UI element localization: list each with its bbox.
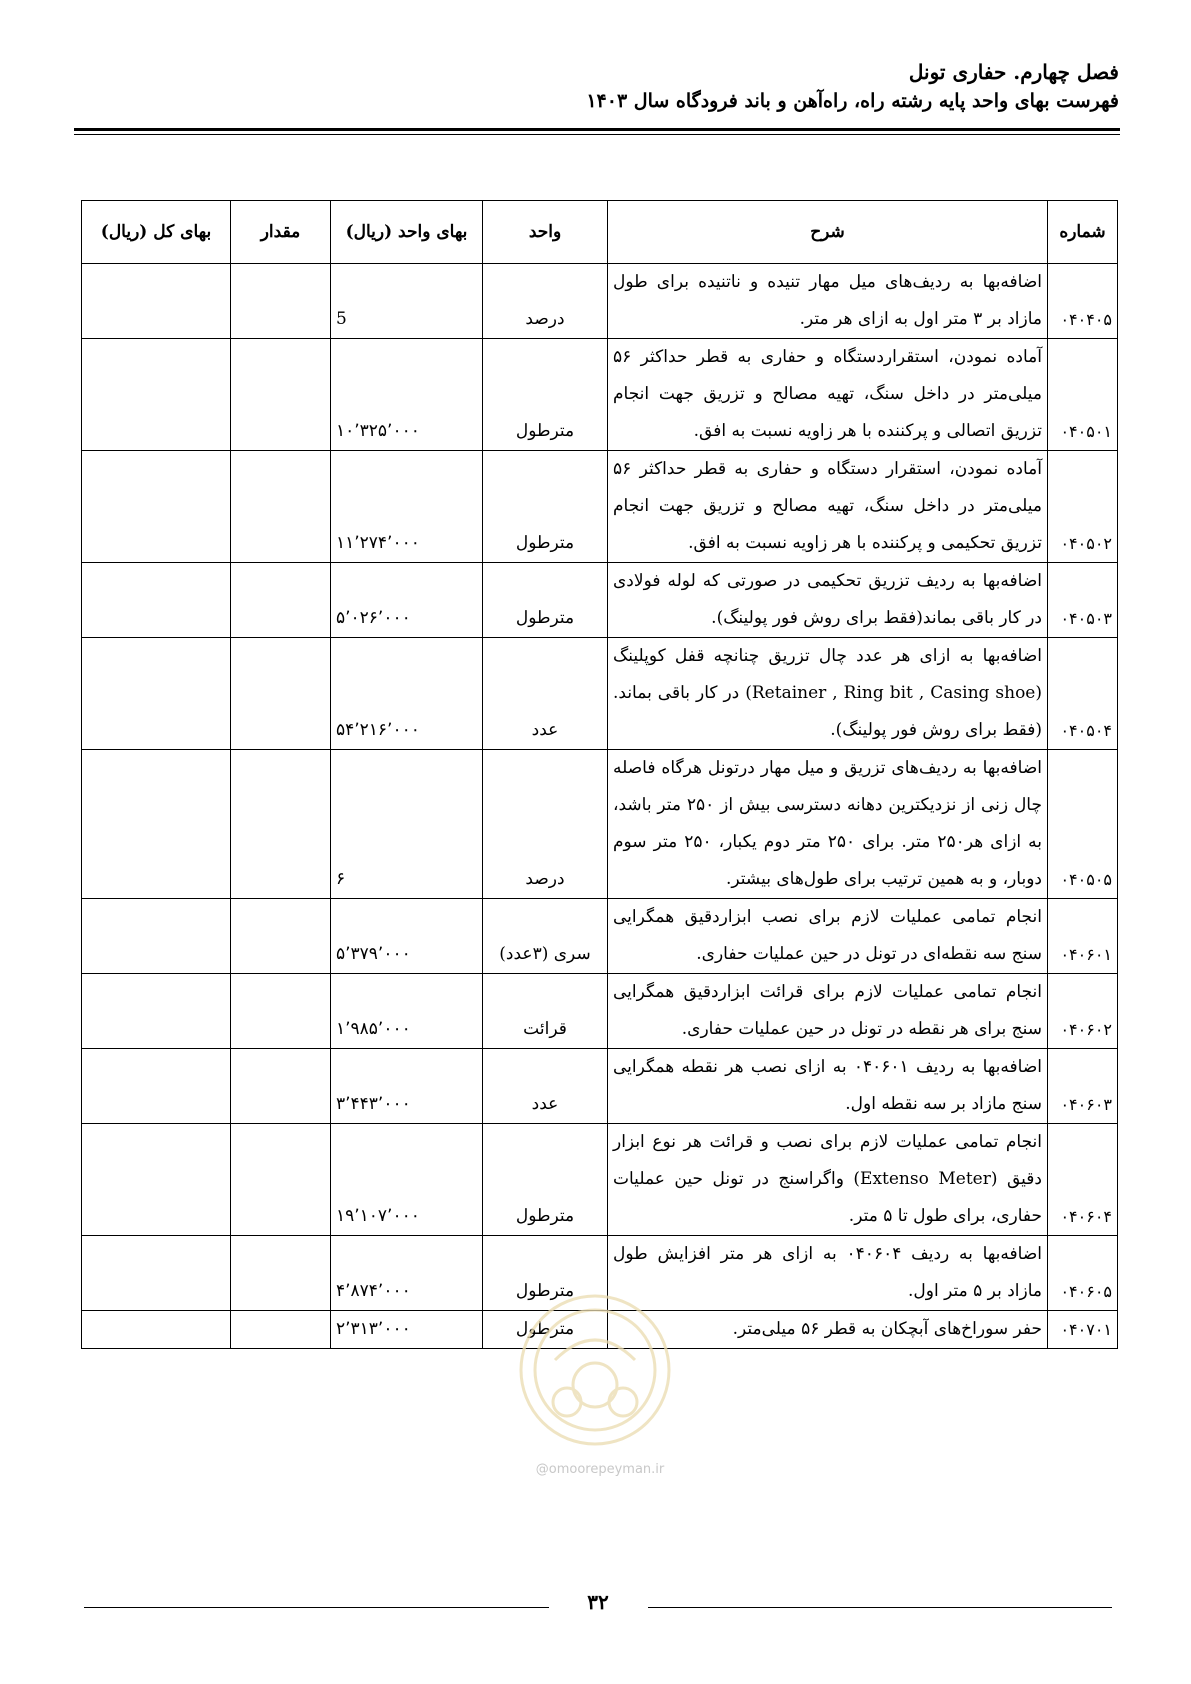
item-unit-price: ۵۴٬۲۱۶٬۰۰۰ <box>331 638 483 750</box>
item-unit: مترطول <box>483 451 608 563</box>
table-row <box>82 451 1118 563</box>
table-row <box>82 1049 1118 1124</box>
item-unit-price: ۳٬۴۴۳٬۰۰۰ <box>331 1049 483 1124</box>
item-quantity <box>231 1311 331 1349</box>
item-quantity <box>231 750 331 899</box>
document-subtitle: فهرست بهای واحد پایه رشته راه، راه‌آهن و باند فرودگاه سال ۱۴۰۳ <box>586 90 1119 112</box>
item-quantity <box>231 563 331 638</box>
item-number: ۰۴۰۵۰۵ <box>1048 750 1118 899</box>
item-number: ۰۴۰۶۰۱ <box>1048 899 1118 974</box>
item-unit: درصد <box>483 264 608 339</box>
item-unit: عدد <box>483 1049 608 1124</box>
item-number: ۰۴۰۵۰۳ <box>1048 563 1118 638</box>
table-body <box>82 264 1118 1349</box>
item-total-price <box>82 899 231 974</box>
item-unit-price: ۶ <box>331 750 483 899</box>
page-number: ۳۲ <box>587 1590 609 1614</box>
item-quantity <box>231 638 331 750</box>
item-unit: مترطول <box>483 1236 608 1311</box>
item-description: آماده نمودن، استقراردستگاه و حفاری به قطر حداکثر ۵۶ میلی‌متر در داخل سنگ، تهیه مصالح و تزریق جهت انجام تزریق اتصالی و پرکننده با هر زاویه نسبت به افق. <box>608 339 1048 451</box>
item-description: اضافه‌بها به ردیف‌های میل مهار تنیده و ناتنیده برای طول مازاد بر ۳ متر اول به ازای هر متر. <box>608 264 1048 339</box>
column-header-total-price: بهای کل (ریال) <box>82 201 231 264</box>
item-unit-price: ۱۹٬۱۰۷٬۰۰۰ <box>331 1124 483 1236</box>
item-quantity <box>231 1049 331 1124</box>
column-header-number: شماره <box>1048 201 1118 264</box>
item-number: ۰۴۰۶۰۵ <box>1048 1236 1118 1311</box>
item-description: اضافه‌بها به ردیف ۰۴۰۶۰۱ به ازای نصب هر نقطه همگرایی سنج مازاد بر سه نقطه اول. <box>608 1049 1048 1124</box>
item-unit: مترطول <box>483 563 608 638</box>
item-quantity <box>231 339 331 451</box>
item-description: انجام تمامی عملیات لازم برای نصب ابزاردقیق همگرایی سنج سه نقطه‌ای در تونل در حین عملیات حفاری. <box>608 899 1048 974</box>
item-unit: سری (۳عدد) <box>483 899 608 974</box>
item-unit-price: ۵٬۳۷۹٬۰۰۰ <box>331 899 483 974</box>
item-quantity <box>231 1124 331 1236</box>
table-row <box>82 563 1118 638</box>
column-header-unit: واحد <box>483 201 608 264</box>
price-list-table <box>81 200 1118 1349</box>
item-total-price <box>82 264 231 339</box>
item-total-price <box>82 974 231 1049</box>
item-unit: عدد <box>483 638 608 750</box>
item-total-price <box>82 451 231 563</box>
item-total-price <box>82 563 231 638</box>
item-number: ۰۴۰۶۰۴ <box>1048 1124 1118 1236</box>
item-description: اضافه‌بها به ردیف ۰۴۰۶۰۴ به ازای هر متر افزایش طول مازاد بر ۵ متر اول. <box>608 1236 1048 1311</box>
table-row <box>82 750 1118 899</box>
table-row <box>82 899 1118 974</box>
item-number: ۰۴۰۵۰۴ <box>1048 638 1118 750</box>
item-quantity <box>231 1236 331 1311</box>
table-row <box>82 264 1118 339</box>
item-total-price <box>82 339 231 451</box>
table-row <box>82 1236 1118 1311</box>
item-unit: درصد <box>483 750 608 899</box>
item-unit-price: ۵٬۰۲۶٬۰۰۰ <box>331 563 483 638</box>
item-unit-price: ۱۱٬۲۷۴٬۰۰۰ <box>331 451 483 563</box>
watermark-text: @omoorepeyman.ir <box>535 1462 665 1477</box>
item-total-price <box>82 1124 231 1236</box>
item-description: اضافه‌بها به ردیف تزریق تحکیمی در صورتی که لوله فولادی در کار باقی بماند(فقط برای روش فور پولینگ). <box>608 563 1048 638</box>
item-number: ۰۴۰۴۰۵ <box>1048 264 1118 339</box>
item-quantity <box>231 899 331 974</box>
item-unit-price: ۴٬۸۷۴٬۰۰۰ <box>331 1236 483 1311</box>
item-number: ۰۴۰۶۰۲ <box>1048 974 1118 1049</box>
item-number: ۰۴۰۵۰۲ <box>1048 451 1118 563</box>
header-divider-thick <box>74 128 1120 131</box>
table-row <box>82 638 1118 750</box>
item-description: آماده نمودن، استقرار دستگاه و حفاری به قطر حداکثر ۵۶ میلی‌متر در داخل سنگ، تهیه مصالح و تزریق جهت انجام تزریق تحکیمی و پرکننده با هر زاویه نسبت به افق. <box>608 451 1048 563</box>
column-header-unit-price: بهای واحد (ریال) <box>331 201 483 264</box>
table-row <box>82 1124 1118 1236</box>
item-total-price <box>82 1311 231 1349</box>
item-unit-price: ۲٬۳۱۳٬۰۰۰ <box>331 1311 483 1349</box>
item-number: ۰۴۰۶۰۳ <box>1048 1049 1118 1124</box>
item-description: اضافه‌بها به ردیف‌های تزریق و میل مهار درتونل هرگاه فاصله چال زنی از نزدیکترین دهانه دسترسی بیش از ۲۵۰ متر باشد، به ازای هر۲۵۰ متر. برای ۲۵۰ متر دوم یکبار، ۲۵۰ متر سوم دوبار، و به همین ترتیب برای طول‌های بیشتر. <box>608 750 1048 899</box>
page-header <box>73 58 1119 116</box>
table-row <box>82 339 1118 451</box>
column-header-quantity: مقدار <box>231 201 331 264</box>
item-description: اضافه‌بها به ازای هر عدد چال تزریق چنانچه قفل کوپلینگ (Retainer , Ring bit , Casing shoe) در کار باقی بماند. (فقط برای روش فور پولینگ). <box>608 638 1048 750</box>
item-unit: مترطول <box>483 339 608 451</box>
item-unit: مترطول <box>483 1311 608 1349</box>
table-row <box>82 974 1118 1049</box>
table-row <box>82 1311 1118 1349</box>
item-quantity <box>231 451 331 563</box>
item-quantity <box>231 974 331 1049</box>
item-unit: قرائت <box>483 974 608 1049</box>
item-unit: مترطول <box>483 1124 608 1236</box>
item-description: حفر سوراخ‌های آبچکان به قطر ۵۶ میلی‌متر. <box>608 1311 1048 1349</box>
table-header-row <box>82 201 1118 264</box>
item-description: انجام تمامی عملیات لازم برای نصب و قرائت هر نوع ابزار دقیق (Extenso Meter) واگراسنج در تونل حین عملیات حفاری، برای طول تا ۵ متر. <box>608 1124 1048 1236</box>
item-unit-price: ۱٬۹۸۵٬۰۰۰ <box>331 974 483 1049</box>
column-header-description: شرح <box>608 201 1048 264</box>
footer-divider-right <box>648 1607 1112 1608</box>
item-total-price <box>82 1236 231 1311</box>
item-description: انجام تمامی عملیات لازم برای قرائت ابزاردقیق همگرایی سنج برای هر نقطه در تونل در حین عملیات حفاری. <box>608 974 1048 1049</box>
item-number: ۰۴۰۵۰۱ <box>1048 339 1118 451</box>
item-unit-price: 5 <box>331 264 483 339</box>
item-quantity <box>231 264 331 339</box>
chapter-title: فصل چهارم. حفاری تونل <box>908 60 1119 84</box>
item-total-price <box>82 1049 231 1124</box>
item-unit-price: ۱۰٬۳۲۵٬۰۰۰ <box>331 339 483 451</box>
item-number: ۰۴۰۷۰۱ <box>1048 1311 1118 1349</box>
header-divider-thin <box>74 134 1120 135</box>
footer-divider-left <box>84 1607 549 1608</box>
item-total-price <box>82 638 231 750</box>
item-total-price <box>82 750 231 899</box>
